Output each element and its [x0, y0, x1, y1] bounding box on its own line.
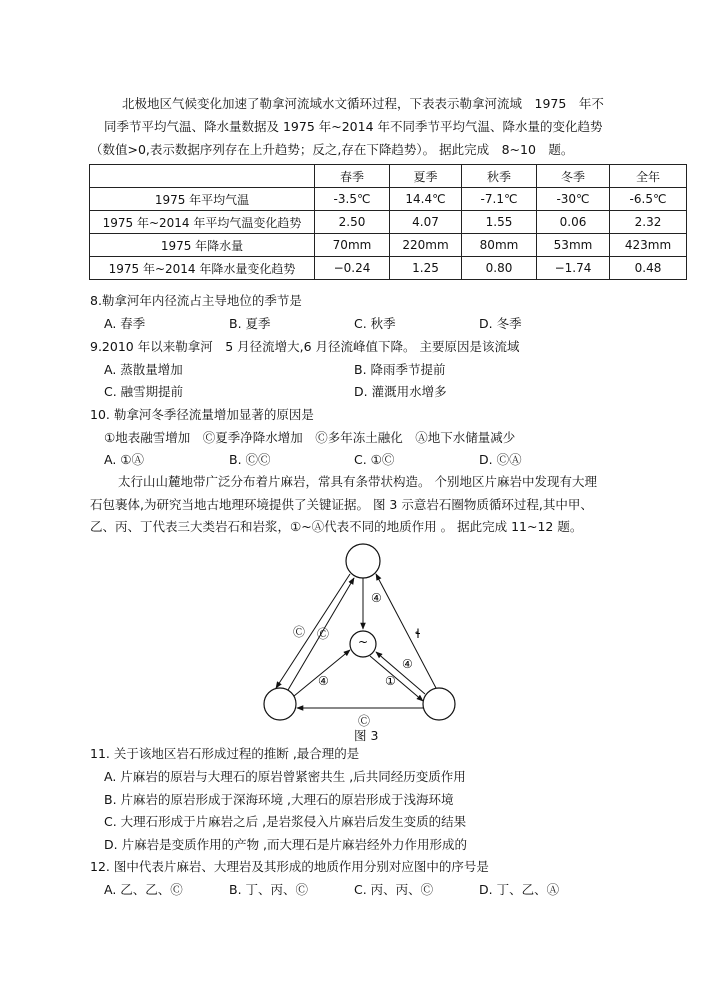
option-b: B. 片麻岩的原岩形成于深海环境 ,大理石的原岩形成于浅海环境 — [104, 792, 454, 807]
arrow-top-to-left — [276, 574, 350, 688]
arrow-right-to-center — [376, 652, 425, 694]
table-cell: −1.74 — [537, 257, 610, 280]
option-a: A. 蒸散量增加 — [104, 362, 183, 377]
table-cell: 2.50 — [315, 211, 390, 234]
option-a: A. 乙、乙、Ⓒ — [104, 882, 183, 897]
table-cell: 70mm — [315, 234, 390, 257]
option-a: A. 片麻岩的原岩与大理石的原岩曾紧密共生 ,后共同经历变质作用 — [104, 769, 466, 784]
table-row — [90, 188, 687, 211]
option-d: D. 冬季 — [479, 316, 522, 331]
table-header-cell: 夏季 — [390, 165, 462, 188]
question-11-stem: 11. 关于该地区岩石形成过程的推断 ,最合理的是 — [90, 746, 360, 761]
option-b: B. 丁、丙、Ⓒ — [229, 882, 309, 897]
option-c: C. 融雪期提前 — [104, 384, 184, 399]
option-a: A. 春季 — [104, 316, 146, 331]
label-left-inner: Ⓒ — [317, 627, 330, 641]
table-header-cell: 秋季 — [462, 165, 537, 188]
passage-2-line-3: 乙、丙、丁代表三大类岩石和岩浆，①~Ⓐ代表不同的地质作用 。 据此完成 11~12 题。 — [90, 519, 583, 534]
table-cell: 4.07 — [390, 211, 462, 234]
passage-1-line-1: 北极地区气候变化加速了勒拿河流域水文循环过程，下表表示勒拿河流域 1975 年不 — [122, 96, 604, 111]
table-header-cell: 春季 — [315, 165, 390, 188]
option-d: D. ⒸⒶ — [479, 452, 522, 467]
passage-1-line-2: 同季节平均气温、降水量数据及 1975 年~2014 年不同季节平均气温、降水量的变化趋势 — [104, 119, 603, 134]
option-c: C. 大理石形成于片麻岩之后 ,是岩浆侵入片麻岩后发生变质的结果 — [104, 814, 467, 829]
question-8-stem: 8.勒拿河年内径流占主导地位的季节是 — [90, 293, 302, 308]
table-cell: 423mm — [610, 234, 687, 257]
table-row — [90, 211, 687, 234]
question-9-stem: 9.2010 年以来勒拿河 5 月径流增大,6 月径流峰值下降。 主要原因是该流域 — [90, 339, 520, 354]
table-cell: 0.48 — [610, 257, 687, 280]
question-10-statements: ①地表融雪增加 Ⓒ夏季净降水增加 Ⓒ多年冻土融化 Ⓐ地下水储量减少 — [104, 430, 516, 445]
table-cell: -7.1℃ — [462, 188, 537, 211]
table-cell: 1.55 — [462, 211, 537, 234]
row-label: 1975 年~2014 年平均气温变化趋势 — [90, 211, 315, 234]
passage-1-line-3: （数值>0,表示数据序列存在上升趋势；反之,存在下降趋势）。 据此完成 8~10 题。 — [90, 142, 574, 157]
option-b: B. ⒸⒸ — [229, 452, 271, 467]
label-center-right: ① — [385, 674, 396, 688]
table-cell: 0.80 — [462, 257, 537, 280]
table-row — [90, 234, 687, 257]
passage-2-line-1: 太行山山麓地带广泛分布着片麻岩，常具有条带状构造。 个别地区片麻岩中发现有大理 — [118, 474, 597, 489]
label-right-inner: ④ — [402, 657, 413, 671]
row-label: 1975 年~2014 年降水量变化趋势 — [90, 257, 315, 280]
option-c: C. 秋季 — [354, 316, 396, 331]
table-row — [90, 257, 687, 280]
arrow-center-to-right — [370, 656, 423, 701]
question-10-stem: 10. 勒拿河冬季径流量增加显著的原因是 — [90, 407, 314, 422]
option-c: C. 丙、丙、Ⓒ — [354, 882, 434, 897]
table-cell: -30℃ — [537, 188, 610, 211]
option-b: B. 夏季 — [229, 316, 271, 331]
climate-data-table — [89, 164, 687, 280]
rock-cycle-diagram — [255, 540, 475, 740]
table-header-cell — [90, 165, 315, 188]
label-bottom: Ⓒ — [358, 714, 371, 728]
option-b: B. 降雨季节提前 — [354, 362, 446, 377]
table-header-row — [90, 165, 687, 188]
table-header-cell: 全年 — [610, 165, 687, 188]
option-d: D. 片麻岩是变质作用的产物 ,而大理石是片麻岩经外力作用形成的 — [104, 837, 468, 852]
label-top-down: ④ — [371, 591, 382, 605]
table-cell: -6.5℃ — [610, 188, 687, 211]
table-cell: 53mm — [537, 234, 610, 257]
rock-node-right — [423, 688, 455, 720]
option-c: C. ①Ⓒ — [354, 452, 395, 467]
label-left-outer: Ⓒ — [293, 625, 306, 639]
question-12-stem: 12. 图中代表片麻岩、大理岩及其形成的地质作用分别对应图中的序号是 — [90, 859, 489, 874]
row-label: 1975 年降水量 — [90, 234, 315, 257]
table-header-cell: 冬季 — [537, 165, 610, 188]
option-d: D. 灌溉用水增多 — [354, 384, 447, 399]
table-cell: 0.06 — [537, 211, 610, 234]
figure-caption: 图 3 — [354, 728, 379, 743]
table-cell: -3.5℃ — [315, 188, 390, 211]
table-cell: 80mm — [462, 234, 537, 257]
row-label: 1975 年平均气温 — [90, 188, 315, 211]
table-cell: 14.4℃ — [390, 188, 462, 211]
passage-2-line-2: 石包裹体,为研究当地古地理环境提供了关键证据。 图 3 示意岩石圈物质循环过程,其中甲、 — [90, 497, 593, 512]
label-center: ~ — [358, 635, 369, 649]
rock-node-left — [264, 688, 296, 720]
table-cell: 1.25 — [390, 257, 462, 280]
label-right-outer: ɬ — [415, 627, 421, 641]
arrow-left-to-center — [294, 650, 350, 696]
table-cell: −0.24 — [315, 257, 390, 280]
label-left-to-center: ④ — [318, 674, 329, 688]
option-d: D. 丁、乙、Ⓐ — [479, 882, 560, 897]
table-cell: 2.32 — [610, 211, 687, 234]
table-cell: 220mm — [390, 234, 462, 257]
rock-node-top — [346, 544, 380, 578]
option-a: A. ①Ⓐ — [104, 452, 144, 467]
